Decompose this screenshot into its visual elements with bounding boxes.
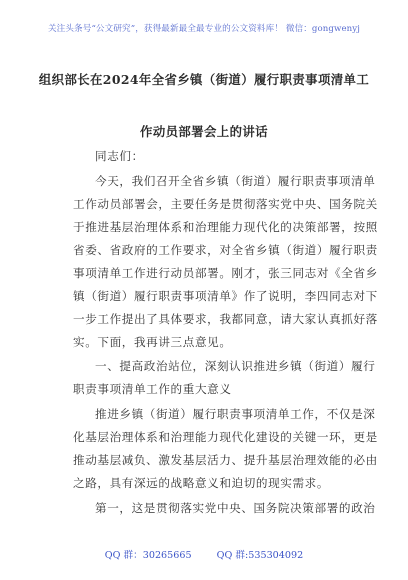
- paragraph-line: 第一，这是贯彻落实党中央、国务院决策部署的政治: [95, 501, 376, 515]
- paragraph-line: 事项清单工作进行动员部署。刚才，张三同志对《全省乡: [73, 266, 378, 280]
- paragraph-line: 推动基层减负、激发基层活力、提升基层治理效能的必由: [73, 453, 378, 467]
- paragraph-line: 实。下面，我再讲三点意见。: [73, 335, 232, 349]
- paragraph-line: 化基层治理体系和治理能力现代化建设的关键一环，更是: [73, 430, 378, 444]
- paragraph-line: 今天，我们召开全省乡镇（街道）履行职责事项清单: [95, 174, 376, 188]
- paragraph-line: 省委、省政府的工作要求，对全省乡镇（街道）履行职责: [73, 243, 378, 257]
- footer: [0, 547, 408, 561]
- document-title-line-1: 组织部长在2024年全省乡镇（街道）履行职责事项清单工: [38, 72, 370, 87]
- paragraph-line: 于推进基层治理体系和治理能力现代化的决策部署，按照: [73, 220, 378, 234]
- paragraph-line: 推进乡镇（街道）履行职责事项清单工作，不仅是深: [95, 407, 376, 421]
- section-heading-line: 一、提高政治站位，深刻认识推进乡镇（街道）履行: [95, 359, 376, 373]
- document-title-line-2: 作动员部署会上的讲话: [140, 124, 268, 139]
- paragraph-line: 工作动员部署会，主要任务是贯彻落实党中央、国务院关: [73, 197, 378, 211]
- qq-group-2: QQ 群:535304092: [216, 550, 304, 561]
- paragraph-line: 镇（街道）履行职责事项清单》作了说明，李四同志对下: [73, 289, 378, 303]
- qq-group-1: QQ 群：30265665: [104, 550, 192, 561]
- salutation: 同志们：: [95, 149, 144, 163]
- top-banner: 关注头条号“公文研究”，获得最新最全最专业的公文资料库！ 微信：gongwenyj: [47, 24, 361, 34]
- paragraph-line: 一步工作提出了具体要求，我都同意，请大家认真抓好落: [73, 312, 378, 326]
- section-heading-line: 职责事项清单工作的重大意义: [73, 382, 232, 396]
- paragraph-line: 之路，具有深远的战略意义和迫切的现实需求。: [73, 476, 330, 490]
